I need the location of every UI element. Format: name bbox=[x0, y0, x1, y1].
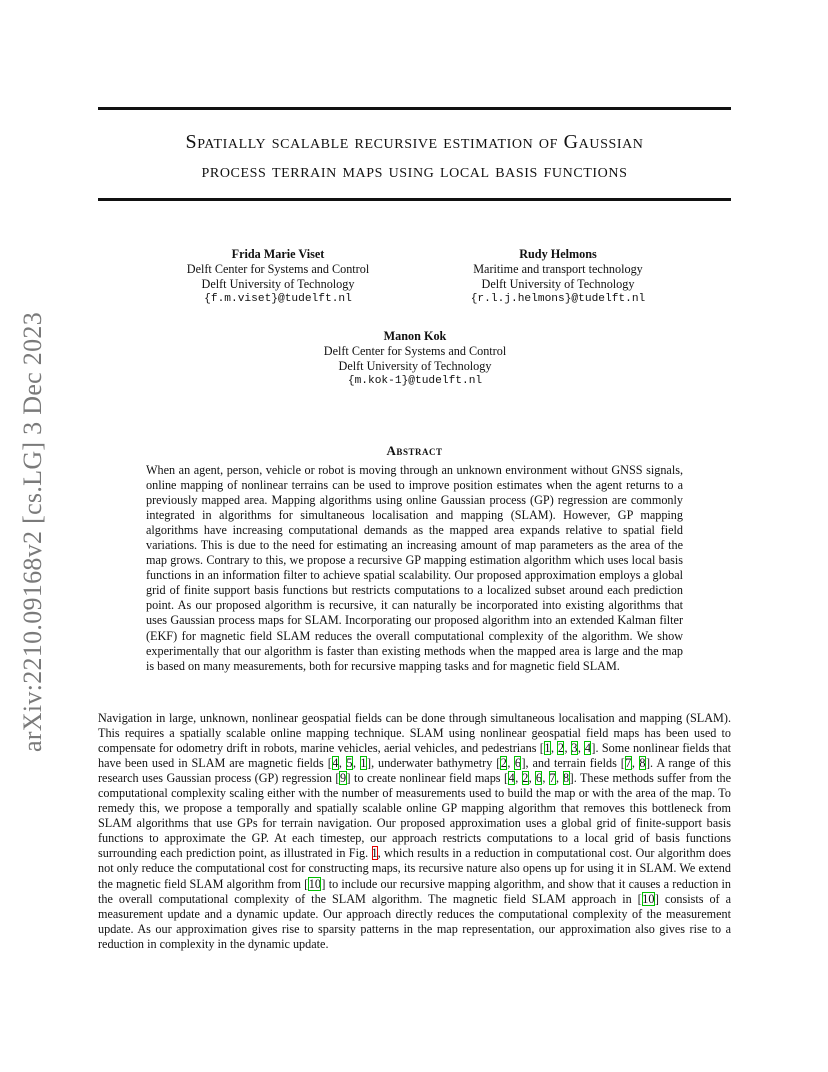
citation-link[interactable]: 10 bbox=[308, 876, 321, 891]
body-text: , which results in a reduction in computational cost. Our algorithm does not only reduce the computational cost for constructing maps, its recursive nature also opens up for using it in SLAM. We extend the magnetic field SLAM algorithm from bbox=[98, 846, 731, 891]
citation-link[interactable]: 7 bbox=[625, 756, 632, 771]
author-affiliation: Delft Center for Systems and Control bbox=[323, 344, 507, 358]
citation-group: [9] bbox=[335, 771, 351, 786]
body-text: Navigation in large, unknown, nonlinear geospatial fields can be done through simultaneous localisation and mapping (SLAM). This requires a spatially scalable online mapping technique. SLAM using nonlinear geospatial field maps has been used to compensate for odometry drift in robots, marine vehicles, aerial vehicles, and pedestrians bbox=[98, 711, 731, 756]
citation-group: [2, 6] bbox=[496, 756, 526, 771]
citation-group: [4, 2, 6, 7, 8] bbox=[504, 771, 574, 786]
author-email: {m.kok-1}@tudelft.nl bbox=[347, 375, 483, 387]
title-line-2: process terrain maps using local basis functions bbox=[201, 160, 628, 182]
author-university: Delft University of Technology bbox=[338, 359, 492, 373]
author-affiliation: Maritime and transport technology bbox=[473, 262, 643, 276]
citation-link[interactable]: 5 bbox=[346, 756, 353, 771]
abstract-text: When an agent, person, vehicle or robot is moving through an unknown environment without GNSS signals, online mapping of nonlinear terrains can be used to improve position estimates when the agent returns to a previously mapped area. Mapping algorithms using online Gaussian process (GP) regression are commonly integrated in algorithms for simultaneous localisation and mapping (SLAM). However, GP mapping algorithms have increasing computational demands as the mapped area expands relative to spatial field variations. This is due to the need for estimating an increasing amount of map parameters as the area of the map grows. Contrary to this, we propose a recursive GP mapping estimation algorithm which uses local basis functions in an information filter to achieve spatial scalability. Our proposed approximation employs a global grid of finite support basis functions but restricts computations to a localized subset around each prediction point. As our proposed algorithm is recursive, it can naturally be incorporated into existing algorithms that uses Gaussian process maps for SLAM. Incorporating our proposed algorithm into an extended Kalman filter (EKF) for magnetic field SLAM reduces the overall computational complexity of the algorithm. We show experimentally that our algorithm is faster than existing methods when the mapped area is large and the map is based on many measurements, both for recursive mapping tasks and for magnetic field SLAM. bbox=[146, 463, 683, 673]
author-name: Rudy Helmons bbox=[519, 247, 597, 261]
citation-link[interactable]: 2 bbox=[522, 771, 529, 786]
citation-link[interactable]: 2 bbox=[500, 756, 507, 771]
author-name: Manon Kok bbox=[383, 329, 447, 343]
author-block-3 bbox=[300, 329, 530, 389]
citation-link[interactable]: 6 bbox=[514, 756, 521, 771]
figure-reference-link[interactable]: 1 bbox=[371, 846, 378, 861]
citation-link[interactable]: 1 bbox=[360, 756, 367, 771]
citation-link[interactable]: 7 bbox=[549, 771, 556, 786]
citation-group: [10] bbox=[304, 876, 326, 891]
author-affiliation: Delft Center for Systems and Control bbox=[186, 262, 370, 276]
title-top-rule bbox=[98, 107, 731, 110]
body-text: to include our recursive mapping algorithm, and show that it causes a reduction in the overall computational complexity of the SLAM algorithm. The magnetic field SLAM approach in bbox=[98, 876, 731, 906]
author-university: Delft University of Technology bbox=[201, 277, 355, 291]
citation-group: [7, 8] bbox=[620, 756, 651, 771]
author-block-2 bbox=[448, 247, 668, 307]
author-email: {r.l.j.helmons}@tudelft.nl bbox=[470, 293, 646, 305]
citation-link[interactable]: 4 bbox=[508, 771, 515, 786]
author-name: Frida Marie Viset bbox=[231, 247, 325, 261]
introduction-paragraph bbox=[98, 711, 731, 952]
author-university: Delft University of Technology bbox=[481, 277, 635, 291]
body-text: , and terrain fields bbox=[525, 756, 621, 771]
citation-link[interactable]: 10 bbox=[642, 891, 655, 906]
author-email: {f.m.viset}@tudelft.nl bbox=[204, 293, 352, 305]
paper-title bbox=[98, 128, 731, 186]
body-text: consists of a measurement update and a dynamic update. Our approach directly reduces the computational complexity of the measurement update. As our approximation gives rise to sparsity patterns in the map representation, our approximation also gives rise to a reduction in complexity in the dynamic update. bbox=[98, 891, 731, 951]
citation-link[interactable]: 4 bbox=[332, 756, 339, 771]
citation-group: [10] bbox=[637, 891, 659, 906]
citation-link[interactable]: 2 bbox=[557, 741, 564, 756]
citation-link[interactable]: 1 bbox=[544, 741, 551, 756]
citation-link[interactable]: 3 bbox=[571, 741, 578, 756]
citation-group: [4, 5, 1] bbox=[327, 756, 372, 771]
citation-link[interactable]: 4 bbox=[584, 741, 591, 756]
citation-link[interactable]: 8 bbox=[639, 756, 646, 771]
citation-group: [1, 2, 3, 4] bbox=[539, 741, 596, 756]
body-text: . These methods suffer from the computational complexity scaling either with the number of measurements used to build the map or with the area of the map. To remedy this, we propose a temporally and spatially scalable online GP mapping algorithm that removes this bottleneck from SLAM algorithms that use GPs for terrain navigation. Our proposed approximation uses a global grid of finite-support basis functions to approximate the GP. At each timestep, our approach restricts computations to a local grid of basis functions surrounding each prediction point, as illustrated in Fig. bbox=[98, 771, 732, 861]
citation-link[interactable]: 9 bbox=[339, 771, 347, 786]
body-text: . A range of this research uses Gaussian process (GP) regression bbox=[98, 756, 732, 786]
arxiv-identifier: arXiv:2210.09168v2 [cs.LG] 3 Dec 2023 bbox=[18, 311, 47, 752]
body-text: , underwater bathymetry bbox=[371, 756, 497, 771]
citation-link[interactable]: 6 bbox=[535, 771, 542, 786]
body-text: . Some nonlinear fields that have been used in SLAM are magnetic fields bbox=[98, 741, 732, 771]
author-block-1 bbox=[168, 247, 388, 307]
citation-link[interactable]: 8 bbox=[563, 771, 570, 786]
title-line-1: Spatially scalable recursive estimation of Gaussian bbox=[185, 131, 644, 153]
abstract-heading: Abstract bbox=[386, 443, 443, 458]
title-bottom-rule bbox=[98, 198, 731, 201]
body-text: to create nonlinear field maps bbox=[350, 771, 505, 786]
